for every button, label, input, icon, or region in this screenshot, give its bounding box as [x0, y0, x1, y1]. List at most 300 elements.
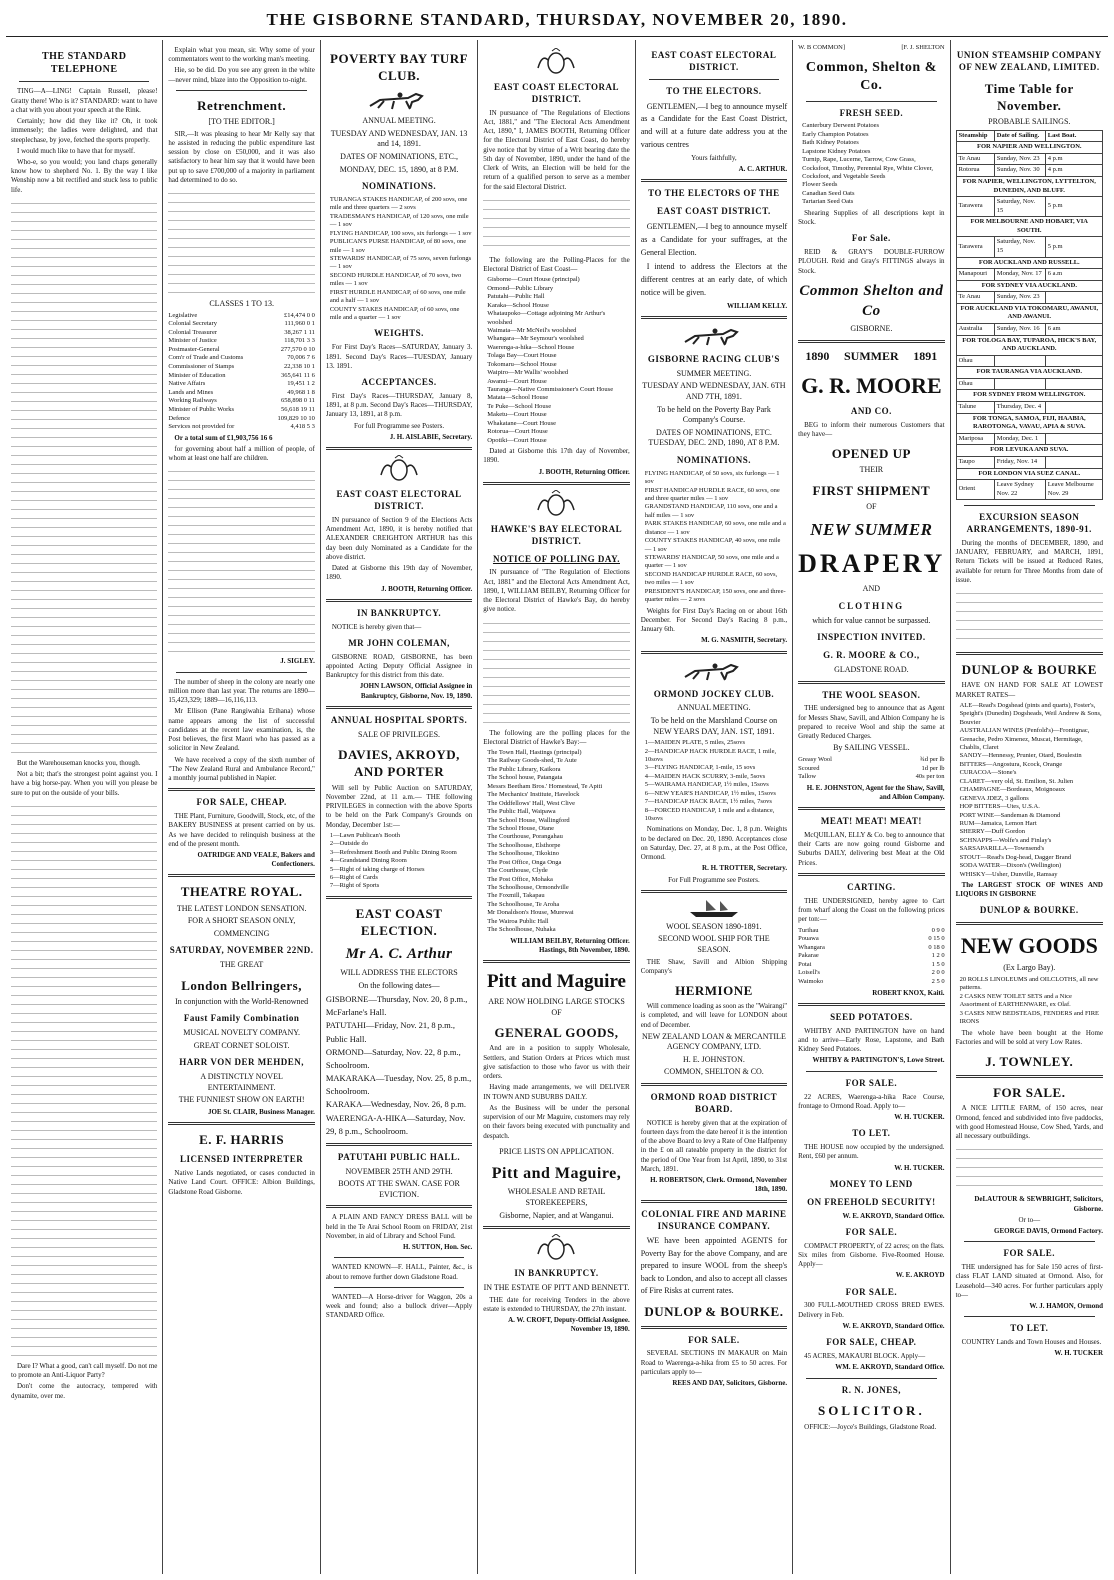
carting-rate-row [798, 969, 944, 978]
signature: J. BOOTH, Returning Officer. [381, 584, 473, 593]
table-row [956, 237, 1102, 257]
table-row [956, 269, 1102, 281]
polling-place-item: Whataupoko—Cottage adjoining Mr Arthur's woolshed [487, 310, 606, 326]
divider [168, 874, 314, 877]
paragraph: The whole have been bought at the Home Factories and will be sold at very Low Rates. [955, 1028, 1103, 1046]
paragraph: IN pursuance of "The Regulation of Elections Act, 1881" and the Electoral Acts Amendment Act, 1890, I, WILLIAM BEILBY, Returning Officer for the Electoral District of Hawke's Bay, do hereby give notice. [483, 568, 630, 614]
polling-place-item: Patutahi—Public Hall [487, 293, 545, 301]
sports-title: ANNUAL HOSPITAL SPORTS. [330, 714, 468, 725]
turf-club-title: POVERTY BAY TURF CLUB. [330, 51, 469, 84]
expenditure-row [168, 415, 314, 424]
meeting-line: DATES OF NOMINATIONS, ETC. TUESDAY, DEC. 2ND, 1890, AT 8 P.M. [648, 427, 780, 448]
money-title: ON FREEHOLD SECURITY! [807, 1196, 936, 1207]
election-title: EAST COAST ELECTION. [355, 905, 443, 939]
meeting-date-item: WAERENGA-A-HIKA—Saturday, Nov. 29, 8 p.m., Schoolroom. [325, 1112, 466, 1136]
table-cell: Tarawera [956, 197, 994, 217]
polling-places-list [487, 276, 629, 445]
expenditure-row [168, 389, 314, 398]
expenditure-row [168, 380, 314, 389]
pitt-maguire-title: Pitt and Maguire, [491, 1165, 622, 1183]
race-item: TRADESMAN'S HANDICAP, of 120 sovs, one mile — 1 sov [329, 212, 469, 229]
paragraph: I intend to address the Electors at the different centres at an early date, of which notice will be given. [640, 262, 788, 298]
wool-line: COMMON, SHELTON & CO. [664, 1067, 764, 1077]
auctioneer-name: DAVIES, AKROYD, AND PORTER [338, 747, 460, 780]
table-row [956, 292, 1102, 304]
section-heading: FOR NAPIER, WELLINGTON, LYTTELTON, DUNEDIN, AND BLUFF. [956, 176, 1102, 196]
moore-line: FIRST SHIPMENT [812, 482, 931, 498]
race-item: PRESIDENT'S HANDICAP, 150 sovs, one and three-quarter miles — 2 sovs [644, 587, 786, 604]
expenditure-row [168, 337, 314, 346]
polling-place-item: The Wairoa Public Hall [487, 917, 549, 925]
row-label: Minister of Public Works [168, 405, 235, 413]
paragraph: HAVE ON HAND FOR SALE AT LOWEST MARKET RATES— [955, 681, 1103, 699]
divider [798, 1003, 944, 1006]
closing-line: Yours faithfully, [691, 153, 737, 162]
table-section-row [956, 217, 1102, 237]
seed-item: Bath Kidney Potatoes [802, 139, 859, 147]
divider [798, 340, 944, 343]
signature: W. H. TUCKER [1054, 1349, 1103, 1358]
meeting-line: To be held on the Poverty Bay Park Company's Course. [656, 404, 771, 425]
theatre-line: MUSICAL NOVELTY COMPANY. [183, 1028, 300, 1038]
row-label: Greasy Wool [798, 755, 832, 763]
table-section-row [956, 445, 1102, 457]
expenditure-row [168, 423, 314, 432]
sale-heading: FOR SALE, CHEAP. [196, 797, 287, 808]
body-text-block [11, 197, 157, 757]
section-heading: FOR MELBOURNE AND HOBART, VIA SOUTH. [956, 217, 1102, 237]
section-heading: FOR AUCKLAND VIA TOKOMARU, AWANUI, AND AWANUI. [956, 303, 1102, 323]
liquor-item: PORT WINE—Sandeman & Diamond [959, 811, 1061, 819]
solicitor-name: R. N. JONES, [841, 1384, 901, 1395]
paragraph: GISBORNE ROAD, GISBORNE, has been appointed Acting Deputy Official Assignee in Bankruptcy for this district from this date. [325, 652, 473, 680]
race-item: PUBLICAN'S PURSE HANDICAP, of 80 sovs, one mile — 1 sov [329, 238, 467, 254]
wool-line: NEW ZEALAND LOAN & MERCANTILE AGENCY COMPANY, LTD. [642, 1031, 786, 1052]
liquor-item: ALE—Read's Dogshead (pints and quarts), Foster's, Speight's (Dunedin) Dogsheads, Weil Andrew & Sons, Bouvier [959, 701, 1102, 726]
excursion-title: EXCURSION SEASON ARRANGEMENTS, 1890-91. [966, 512, 1092, 535]
new-goods-item: 2 CASKS NEW TOILET SETS and a Nice Assortment of EARTHENWARE, ex Olaf. [959, 992, 1072, 1009]
weights-heading: WEIGHTS. [374, 328, 424, 339]
signature: M. G. NASMITH, Secretary. [701, 636, 788, 645]
polling-place-item: The School house, Patangata [487, 774, 563, 782]
table-row [956, 480, 1102, 500]
divider [964, 505, 1095, 506]
seed-item: Canterbury Derwent Potatoes [802, 122, 880, 130]
divider [326, 447, 472, 450]
table-cell: Orient [956, 480, 994, 500]
signature: W. E. AKROYD [895, 1271, 945, 1280]
row-label: Minister of Justice [168, 337, 217, 345]
for-sale-heading: FOR SALE. [845, 1226, 898, 1237]
paragraph: 45 ACRES, MAKAURI BLOCK. Apply— [804, 1352, 926, 1361]
section-heading: FOR LONDON VIA SUEZ CANAL. [956, 468, 1102, 480]
royal-crest-icon [534, 1234, 578, 1262]
insurance-title: COLONIAL FIRE AND MARINE INSURANCE COMPANY. [641, 1208, 787, 1231]
retrenchment-subtitle: [TO THE EDITOR.] [208, 117, 275, 127]
polling-place-item: The Schoolhouse, Tikokino [487, 850, 559, 858]
paragraph: Having made arrangements, we will DELIVER IN TOWN AND SUBURBS DAILY. [483, 1083, 630, 1101]
new-goods-item: 20 ROLLS LINOLEUMS and OILCLOTHS, all new patterns. [959, 975, 1099, 992]
signature: ROBERT KNOX, Kaiti. [872, 988, 945, 997]
table-cell: Talune [956, 402, 994, 414]
polling-place-item: The Public Library, Kaikora [487, 765, 561, 773]
section-heading: FOR NAPIER AND WELLINGTON. [956, 142, 1102, 154]
paragraph: 300 FULL-MOUTHED CROSS BRED EWES. Delivery in Feb. [798, 1301, 945, 1319]
paragraph: McQUILLAN, ELLY & Co. beg to announce that their Carts are now going round Gisborne and Suburbs DAILY, delivering best Meat at the Old Prices. [798, 831, 945, 867]
liquor-item: STOUT—Read's Dog-head, Dagger Brand [959, 853, 1072, 861]
for-sale-heading: FOR SALE. [688, 1334, 740, 1345]
polling-place-item: Tokomaru—School House [487, 360, 557, 368]
table-cell: 6 am [1045, 324, 1102, 336]
expenditure-row [168, 397, 314, 406]
nominations-heading: NOMINATIONS. [676, 454, 751, 465]
paragraph: Nominations on Monday, Dec. 1, 8 p.m. Weights to be declared on Dec. 20, 1890. Acceptances close on Saturday, Dec. 27, at 8 p.m., at the Post Office, Ormond. [640, 825, 788, 862]
theatre-line: A DISTINCTLY NOVEL ENTERTAINMENT. [200, 1072, 283, 1092]
racehorse-icon [364, 88, 434, 112]
divider [641, 890, 787, 893]
row-value: 1 5 0 [931, 960, 945, 968]
polling-day-heading: NOTICE OF POLLING DAY. [492, 553, 620, 564]
race-item: 3—FLYING HANDICAP, 1-mile, 15 sovs [644, 764, 756, 772]
expenditure-row [168, 363, 314, 372]
paragraph: Explain what you mean, sir. Why some of your commentators went to the working man's meeting. [168, 46, 315, 64]
table-section-row [956, 280, 1102, 292]
table-header-row [956, 130, 1102, 142]
race-list [645, 739, 787, 823]
table-cell: Australia [956, 324, 994, 336]
expenditure-table-title: CLASSES 1 TO 13. [209, 299, 274, 309]
acceptances-heading: ACCEPTANCES. [361, 377, 437, 388]
hall-title: PATUTAHI PUBLIC HALL. [337, 1151, 461, 1162]
divider [176, 90, 306, 91]
seed-item: Lapstone Kidney Potatoes [802, 147, 871, 155]
row-label: Postmaster-General [168, 345, 220, 353]
to-let-heading: TO LET. [852, 1128, 891, 1139]
retrenchment-title: Retrenchment. [197, 97, 287, 113]
liquor-item: CHAMPAGNE—Bordeaux, Moignoaux [959, 786, 1066, 794]
divider [334, 1257, 464, 1258]
table-cell: Sunday, Nov. 16 [994, 324, 1045, 336]
column-2 [163, 40, 320, 1574]
theatre-line: THE GREAT [219, 960, 264, 970]
privilege-item: 5—Right of taking charge of Horses [329, 865, 425, 873]
moore-title: G. R. MOORE [801, 372, 942, 398]
polling-place-item: Maketu—Court House [487, 411, 547, 419]
table-row [956, 433, 1102, 445]
meeting-date-item: GISBORNE—Thursday, Nov. 20, 8 p.m., McFarlane's Hall. [325, 994, 468, 1018]
paragraph: THE HOUSE now occupied by the undersigned. Rent, £60 per annum. [798, 1143, 945, 1161]
firm-partners-row [798, 44, 944, 53]
table-section-row [956, 257, 1102, 269]
race-list [645, 470, 787, 605]
partner-name: [F. J. SHELTON [901, 44, 945, 51]
newspaper-columns [6, 40, 1108, 1574]
wool-season-title: THE WOOL SEASON. [822, 689, 921, 700]
divider [483, 960, 629, 963]
table-section-row [956, 468, 1102, 480]
masthead: THE GISBORNE STANDARD, THURSDAY, NOVEMBER 20, 1890. [266, 10, 848, 29]
nominations-heading: NOMINATIONS. [362, 181, 437, 192]
carting-rate-row [798, 927, 944, 936]
meeting-dates-list [326, 993, 472, 1138]
theatre-line: THE FUNNIEST SHOW ON EARTH! [178, 1095, 305, 1105]
hawkes-bay-title: HAWKE'S BAY ELECTORAL DISTRICT. [490, 523, 623, 546]
divider [798, 681, 944, 684]
divider [483, 1226, 629, 1229]
polling-place-item: The Mechanics' Institute, Havelock [487, 791, 580, 799]
moore-line: INSPECTION INVITED. [817, 632, 926, 643]
electoral-title: EAST COAST ELECTORAL DISTRICT. [336, 489, 462, 511]
electors-heading: TO THE ELECTORS OF THE [648, 188, 780, 199]
for-sale-heading: FOR SALE. [845, 1286, 898, 1297]
race-item: 7—HANDICAP HACK RACE, 1½ miles, 7sovs [644, 798, 772, 806]
theatre-act: Faust Family Combination [183, 1013, 300, 1024]
table-cell: Sunday, Nov. 30 [994, 165, 1045, 177]
hall-line: NOVEMBER 25TH AND 29TH. [345, 1166, 453, 1176]
row-value: 277,570 0 10 [280, 345, 315, 353]
season-year: 1891 [913, 348, 938, 363]
row-value: 0 9 0 [931, 926, 945, 934]
section-heading: FOR TONGA, SAMOA, FIJI, HAABIA, RAROTONGA, VAVAU, APIA & SUVA. [956, 413, 1102, 433]
pm-line: ARE NOW HOLDING LARGE STOCKS OF [488, 997, 625, 1017]
divider [641, 1200, 787, 1203]
polling-place-item: Tauranga—Native Commissioner's Court House [487, 386, 614, 394]
liquor-item: CURACOA—Stone's [959, 769, 1017, 777]
table-row [956, 402, 1102, 414]
expenditure-row [168, 406, 314, 415]
candidate-line: WILL ADDRESS THE ELECTORS [340, 967, 458, 977]
paragraph: During the months of DECEMBER, 1890, and JANUARY, FEBRUARY, and MARCH, 1891, Return Tickets will be issued at Reduced Rates, available for return for Three Months from date of issue. [955, 539, 1103, 584]
body-text-block [11, 800, 157, 1360]
polling-place-item: The Schoolhouse, Nuhaka [487, 926, 556, 934]
pm-line: WHOLESALE AND RETAIL STOREKEEPERS, [507, 1187, 606, 1208]
season-name: SUMMER [844, 348, 899, 363]
theatre-act: HARR VON DER MEHDEN, [179, 1057, 304, 1068]
for-sale-heading: FOR SALE. [993, 1085, 1066, 1101]
column-4 [478, 40, 635, 1574]
race-list [330, 196, 472, 323]
dunlop-bourke-name: DUNLOP & BOURKE. [644, 1304, 784, 1320]
divider [798, 807, 944, 810]
polling-place-item: Ormond—Public Library [487, 284, 554, 292]
seed-item: Flower Seeds [802, 181, 838, 189]
row-value: 109,829 10 10 [277, 414, 315, 422]
jockey-club-title: ORMOND JOCKEY CLUB. [653, 688, 775, 699]
steamship-company-title: UNION STEAMSHIP COMPANY OF NEW ZEALAND, LIMITED. [956, 50, 1102, 72]
expenditure-row [168, 312, 314, 321]
paragraph: Dare I? What a good, can't call myself. Do not me to promote an Anti-Liquor Party? [11, 1361, 158, 1380]
table-header-cell: Date of Sailing. [994, 130, 1045, 142]
programme-note: For full Programme see Posters. [354, 421, 445, 430]
pm-line: PRICE LISTS ON APPLICATION. [499, 1146, 614, 1156]
estate-line: IN THE ESTATE OF PITT AND BENNETT. [483, 1282, 630, 1292]
paragraph: COMPACT PROPERTY, of 22 acres; on the flats. Six miles from Gisborne. Five-Roomed House. Apply— [798, 1241, 945, 1269]
pm-line: Gisborne, Napier, and at Wanganui. [499, 1210, 614, 1220]
paragraph: Will commence loading as soon as the "Wairangi" is completed, and will leave for LONDON about end of December. [640, 1002, 788, 1029]
row-label: Com'r of Trade and Customs [168, 354, 244, 362]
royal-crest-icon [534, 490, 578, 518]
privilege-item: 6—Right of Cards [329, 873, 378, 881]
bankruptcy-name: MR JOHN COLEMAN, [348, 637, 450, 648]
signature: W. J. HAMON, Ormond [1029, 1302, 1103, 1311]
polling-place-item: The Post Office, Onga Onga [487, 858, 562, 866]
paragraph: Mr Ellison (Pane Rangiwahia Erihana) whose name appears among the list of successful candidates at the recent law examination, is, the Post believes, the first Maori who has passed as a solicitor in New Zealand. [168, 707, 315, 753]
hall-line: BOOTS AT THE SWAN. CASE FOR EVICTION. [338, 1179, 460, 1199]
seed-heading: FRESH SEED. [839, 107, 904, 118]
paragraph: Who-e, so you would; you land chaps generally know how to shepherd No. 1. By the way I like Wenship now a bit rectified and stuck less to public life. [11, 158, 158, 194]
row-label: Loisell's [798, 969, 820, 977]
row-value: 22,338 10 1 [283, 363, 315, 371]
row-value: 19,451 1 2 [287, 380, 315, 388]
road-board-title: ORMOND ROAD DISTRICT BOARD. [650, 1092, 778, 1114]
paragraph: Don't come the autocracy, tempered with dynamite, over me. [11, 1382, 158, 1400]
row-label: Tallow [798, 773, 817, 781]
row-value: 56,618 19 11 [280, 405, 315, 413]
signature: OATRIDGE AND VEALE, Bakers and Confectioners. [197, 851, 315, 869]
carting-title: CARTING. [847, 881, 896, 892]
race-item: FLYING HANDICAP, 100 sovs, six furlongs — 1 sov [329, 229, 472, 237]
signature: J. H. AISLABIE, Secretary. [389, 432, 473, 441]
table-header-cell: Last Boat. [1045, 130, 1102, 142]
carting-rates-list [798, 927, 944, 987]
moore-line: NEW SUMMER [810, 519, 933, 539]
table-cell: 6 a.m [1045, 269, 1102, 281]
table-cell: Ohau [956, 378, 994, 390]
liquor-item: AUSTRALIAN WINES (Penfold's)—Frontignac, Grenache, Pedro Ximenez, Muscat, Hermitage, Chablis, Claret [959, 727, 1090, 751]
table-cell: Sunday, Nov. 23 [994, 292, 1045, 304]
table-row [956, 324, 1102, 336]
table-cell: Tarawera [956, 237, 994, 257]
racehorse-icon [679, 324, 749, 348]
paragraph: SEVERAL SECTIONS IN MAKAUR on Main Road to Waerenga-a-hika from £5 to 50 acres. For particulars apply to— [640, 1349, 788, 1376]
for-sale-heading: FOR SALE. [845, 1077, 898, 1088]
liquor-item: WHISKY—Usher, Dunville, Ramsay [959, 870, 1058, 878]
polling-place-item: Tolaga Bay—Court House [487, 352, 557, 360]
privilege-item: 7—Right of Sports [329, 882, 380, 890]
solicitor-title: SOLICITOR. [817, 1403, 925, 1419]
divider [641, 651, 787, 654]
race-item: SECOND HANDICAP HURDLE RACE, 60 sovs, two miles — 1 sov [644, 570, 778, 587]
bankruptcy-title: IN BANKRUPTCY. [514, 1268, 599, 1279]
table-cell [1045, 378, 1102, 390]
meeting-date-item: MAKARAKA—Tuesday, Nov. 25, 8 p.m., Schoolroom. [325, 1073, 472, 1097]
royal-crest-icon [377, 455, 421, 483]
table-cell: Friday, Nov. 14 [994, 456, 1045, 468]
paragraph: IN pursuance of Section 9 of the Elections Acts Amendment Act, 1890, it is hereby notified that ALEXANDER CREIGHTON ARTHUR has this day been duly Nominated as a Candidate for the above district. [325, 515, 473, 561]
divider [956, 1075, 1103, 1078]
row-label: Whangara [798, 943, 825, 951]
divider [641, 316, 787, 319]
table-row [956, 456, 1102, 468]
divider [168, 788, 314, 791]
meeting-line: TUESDAY AND WEDNESDAY, JAN. 6TH AND 7TH, 1891. [642, 381, 786, 402]
signature: WHITBY & PARTINGTON'S, Lowe Street. [812, 1056, 945, 1065]
meeting-date-item: ORMOND—Saturday, Nov. 22, 8 p.m., Schoolroom. [325, 1046, 461, 1070]
paragraph: REID & GRAY'S DOUBLE-FURROW PLOUGH. Reid and Gray's FITTINGS always in Stock. [798, 248, 945, 275]
signature: REES AND DAY, Solicitors, Gisborne. [672, 1379, 788, 1388]
table-cell: Leave Sydney Nov. 22 [994, 480, 1045, 500]
body-text-block [483, 617, 629, 727]
body-text-block [483, 194, 629, 254]
table-header-cell: Steamship [956, 130, 994, 142]
paragraph: Will sell by Public Auction on SATURDAY, November 22nd, at 11 a.m.— THE following PRIVILEGES in connection with the above Sports to be held on the Park Company's Grounds on Monday, December 1st:— [325, 783, 473, 829]
paragraph: The following are the Polling-Places for the Electoral District of East Coast— [483, 255, 630, 274]
polling-place-item: Gisborne—Court House (principal) [487, 276, 580, 284]
meeting-line: SUMMER MEETING. [676, 368, 752, 378]
season-banner [798, 349, 944, 365]
seed-potatoes-title: SEED POTATOES. [830, 1011, 913, 1022]
paragraph: The LARGEST STOCK OF WINES AND LIQUORS IN GISBORNE [955, 881, 1103, 899]
seed-item: Canadian Seed Oats [802, 189, 855, 197]
polling-place-item: The Courthouse, Clyde [487, 867, 548, 875]
electoral-title: EAST COAST ELECTORAL DISTRICT. [651, 50, 777, 72]
sailing-ship-icon [686, 898, 742, 918]
sailings-table [956, 130, 1103, 501]
polling-place-item: The Schoolhouse, Ormondville [487, 884, 569, 892]
divider [806, 1071, 936, 1072]
table-row [956, 165, 1102, 177]
carting-rate-row [798, 978, 944, 987]
bankruptcy-title: IN BANKRUPTCY. [356, 607, 442, 618]
candidate-name: Mr A. C. Arthur [345, 946, 453, 963]
table-cell: Thursday, Dec. 4 [994, 402, 1045, 414]
paragraph: Shearing Supplies of all descriptions kept in Stock. [798, 208, 945, 226]
row-label: Turihau [798, 926, 819, 934]
table-cell: Te Anau [956, 292, 994, 304]
liquor-item: HOP BITTERS—Utes, U.S.A. [959, 803, 1040, 811]
polling-place-item: The Schoolhouse, Te Aroha [487, 900, 560, 908]
row-label: Colonial Secretary [168, 320, 217, 328]
row-label: Lands and Mines [168, 388, 214, 396]
race-item: 8—FORCED HANDICAP, 1 mile and a distance, 10sovs [644, 806, 775, 823]
paragraph: Not a bit; that's the strongest point against you. I have a big horse-pay. When you will you please be sure to put on the outside of your bills. [11, 770, 158, 797]
row-value: 0 15 0 [928, 935, 945, 943]
race-item: COUNTY STAKES HANDICAP, 40 sovs, one mile — 1 sov [644, 537, 781, 553]
paragraph: Hie, so be did. Do you see any green in the white—never mind, blaze into the Opposition to-night. [168, 66, 315, 84]
table-cell: Te Anau [956, 153, 994, 165]
row-value: 0 18 0 [928, 943, 945, 951]
polling-place-item: The Foxmill, Takapau [487, 892, 545, 900]
race-item: SECOND HURDLE HANDICAP, of 70 sovs, two miles — 1 sov [329, 271, 462, 288]
race-item: STEWARDS' HANDICAP, 50 sovs, one mile and a quarter — 1 sov [644, 554, 779, 570]
section-heading: FOR SYDNEY VIA AUCKLAND. [956, 280, 1102, 292]
table-row [956, 197, 1102, 217]
polling-place-item: The Post Office, Mohaka [487, 875, 553, 883]
table-cell [1045, 292, 1102, 304]
expenditure-row [168, 346, 314, 355]
moore-line: THEIR [859, 465, 884, 475]
firm-location: GISBORNE. [850, 324, 893, 334]
theatre-line: FOR A SHORT SEASON ONLY, [187, 916, 296, 926]
total-line: Or a total sum of £1,903,756 16 6 [174, 433, 273, 442]
polling-place-item: Whangara—Mr Seymour's woolshed [487, 335, 584, 343]
polling-place-item: Waimata—Mr McNeil's woolshed [487, 326, 577, 334]
signature: R. H. TROTTER, Secretary. [702, 864, 788, 873]
polling-place-item: Karaka—School House [487, 301, 549, 309]
candidate-line: On the following dates— [358, 980, 440, 990]
race-item: FIRST HURDLE HANDICAP, of 60 sovs, one mile and a half — 1 sov [329, 288, 466, 305]
paragraph: SIR,—It was pleasing to hear Mr Kelly say that he assisted in reducing the public expenditure last session by close on £50,000, and it was also satisfactory to hear him say that it would have been put up to save £700,000 of a majority in parliament had determined to do so. [168, 129, 315, 184]
row-label: Potai [798, 960, 812, 968]
divider [326, 706, 472, 709]
paragraph: WE have been appointed AGENTS for Poverty Bay for the above Company, and are prepared to insure WOOL from the sheep's back to London, and also to accept all classes of Fire Risks at current rates. [640, 1236, 788, 1295]
paragraph: THE Plant, Furniture, Goodwill, Stock, etc, of the BAKERY BUSINESS at present carried on by us. As we have decided to relinquish business at the end of the present month. [168, 812, 315, 848]
electoral-title: EAST COAST ELECTORAL DISTRICT. [493, 82, 620, 104]
paragraph: But the Warehouseman knocks you, though. [17, 758, 141, 767]
signature: H. ROBERTSON, Clerk. Ormond, November 18th, 1890. [650, 1176, 788, 1194]
theatre-act: London Bellringers, [181, 977, 302, 993]
divider [798, 873, 944, 876]
